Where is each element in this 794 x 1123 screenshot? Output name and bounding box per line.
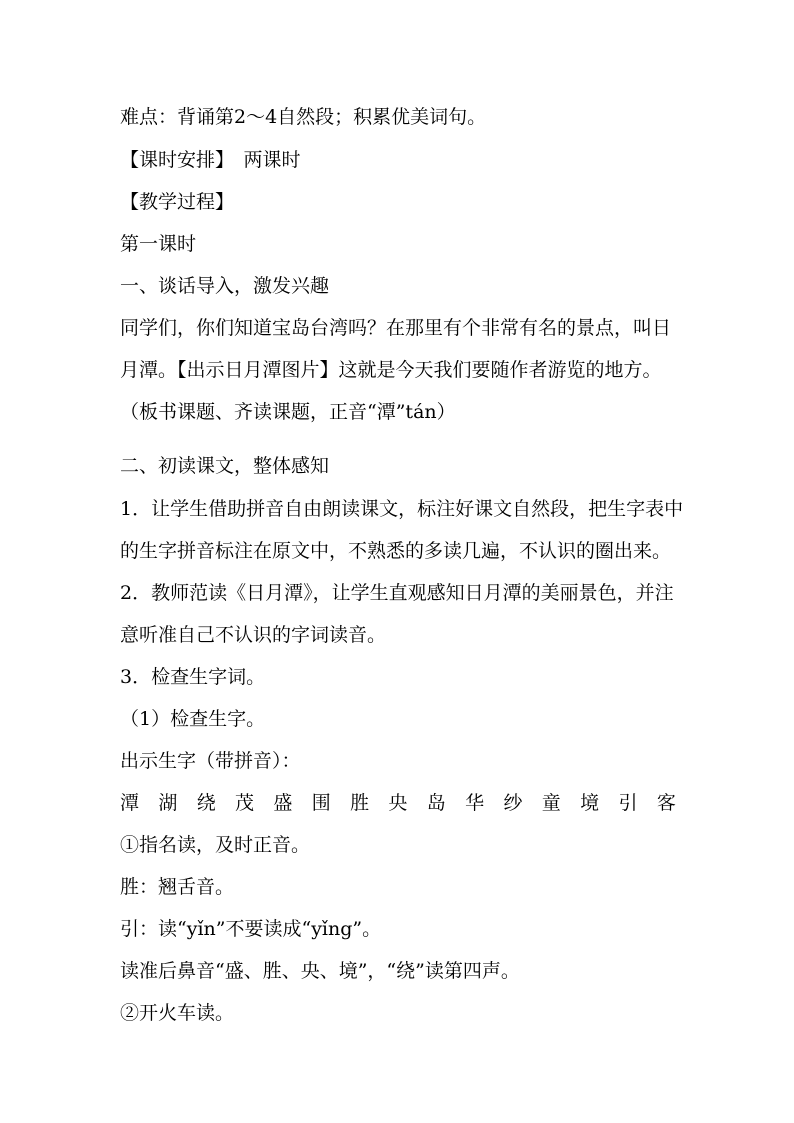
- intro-line-2: 月潭。【出示日月潭图片】这就是今天我们要随作者游览的地方。: [120, 359, 662, 381]
- char-item: 引: [618, 792, 638, 814]
- char-item: 境: [580, 792, 600, 814]
- char-item: 胜: [350, 792, 370, 814]
- char-item: 绕: [196, 792, 216, 814]
- char-item: 盛: [273, 792, 293, 814]
- char-item: 潭: [120, 792, 140, 814]
- step1-line-2: 的生字拼音标注在原文中，不熟悉的多读几遍，不认识的圈出来。: [120, 540, 672, 562]
- char-item: 湖: [158, 792, 178, 814]
- item2-line: ②开火车读。: [120, 1002, 235, 1024]
- step1-line-1: 1．让学生借助拼音自由朗读课文，标注好课文自然段，把生字表中: [120, 498, 684, 520]
- section1-title: 一、谈话导入，激发兴趣: [120, 275, 330, 297]
- intro-line-3: （板书课题、齐读课题，正音“潭”tán）: [120, 401, 456, 423]
- lesson-heading: 第一课时: [120, 233, 197, 255]
- step2-line-1: 2．教师范读《日月潭》，让学生直观感知日月潭的美丽景色，并注: [120, 582, 674, 604]
- char-item: 岛: [426, 792, 446, 814]
- char-item: 华: [465, 792, 485, 814]
- char-item: 客: [656, 792, 676, 814]
- section2-title: 二、初读课文，整体感知: [120, 455, 330, 477]
- note-yin: 引：读“yǐn”不要读成“yǐng”。: [120, 918, 382, 940]
- intro-line-1: 同学们，你们知道宝岛台湾吗？在那里有个非常有名的景点，叫日: [120, 317, 672, 339]
- difficulty-line: 难点：背诵第2～4自然段；积累优美词句。: [120, 106, 487, 128]
- show-chars-label: 出示生字（带拼音）：: [120, 750, 301, 772]
- new-characters-row: [120, 791, 676, 815]
- char-item: 茂: [235, 792, 255, 814]
- char-item: 童: [541, 792, 561, 814]
- item1-line: ①指名读，及时正音。: [120, 834, 311, 856]
- char-item: 围: [311, 792, 331, 814]
- char-item: 纱: [503, 792, 523, 814]
- char-item: 央: [388, 792, 408, 814]
- step2-line-2: 意听准自己不认识的字词读音。: [120, 624, 387, 646]
- note-sheng: 胜：翘舌音。: [120, 876, 235, 898]
- step3-line: 3．检查生字词。: [120, 666, 266, 688]
- process-heading: 【教学过程】: [120, 191, 235, 213]
- step3-sub1: （1）检查生字。: [120, 708, 266, 730]
- note-nasal: 读准后鼻音“盛、胜、央、境”，“绕”读第四声。: [120, 960, 520, 982]
- schedule-line: 【课时安排】 两课时: [120, 149, 301, 171]
